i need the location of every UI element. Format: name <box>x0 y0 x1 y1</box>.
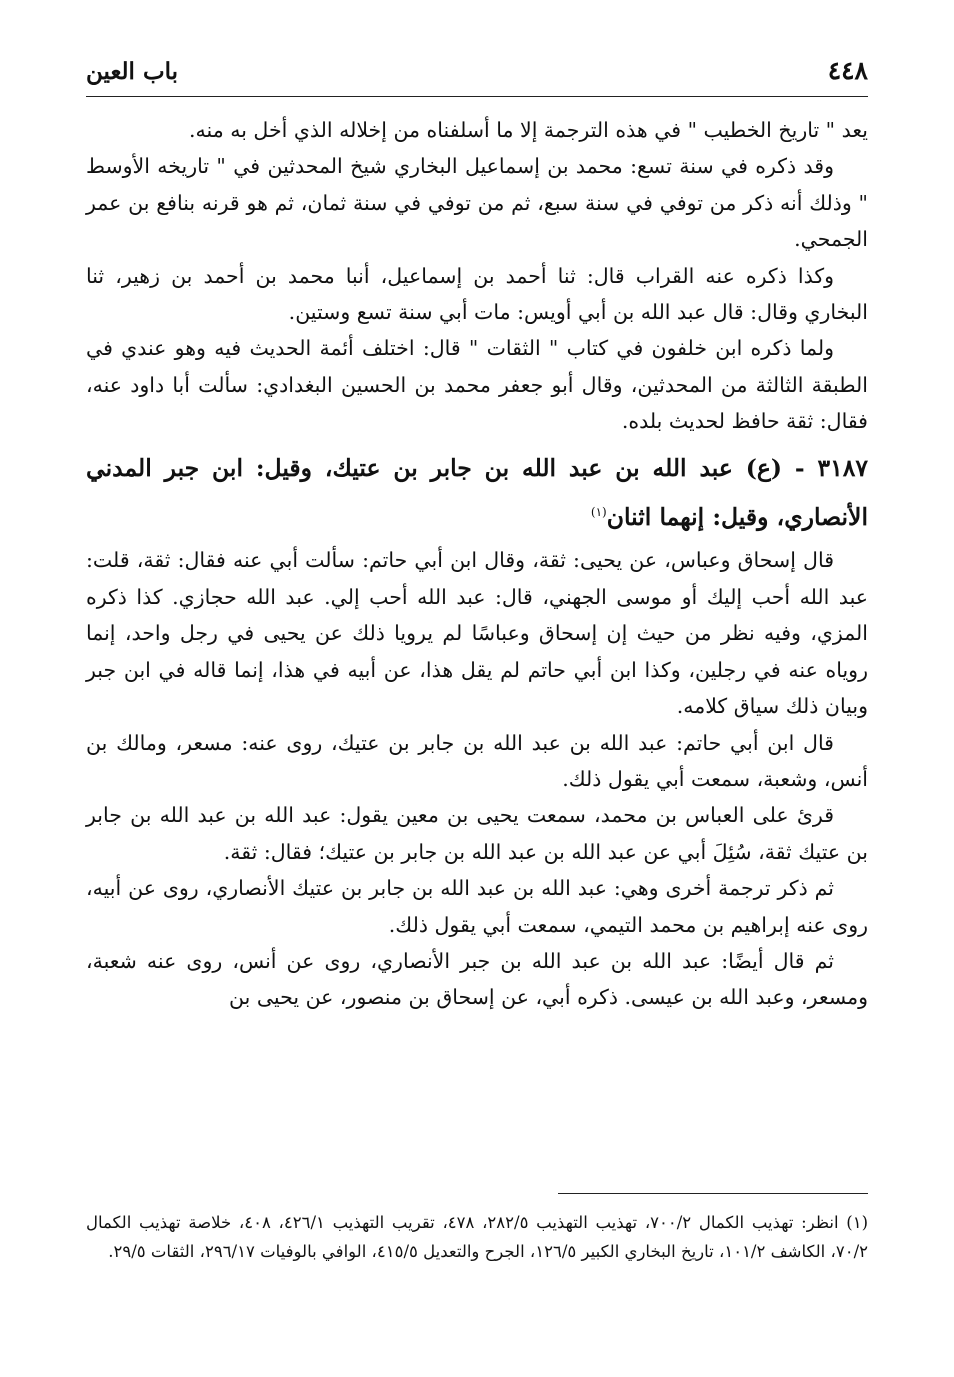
paragraph: يعد " تاريخ الخطيب " في هذه الترجمة إلا ما أسلفناه من إخلاله الذي أخل به منه. <box>189 118 868 142</box>
entry-title <box>86 446 868 539</box>
entry-title-text: ٣١٨٧ - (ع) عبد الله بن عبد الله بن جابر بن عتيك، وقيل: ابن جبر المدني الأنصاري، وقيل: إنهما اثنان <box>86 453 868 531</box>
paragraph: قال ابن أبي حاتم: عبد الله بن عبد الله بن جابر بن عتيك، روى عنه: مسعر، ومالك بن أنس، وشعبة، سمعت أبي يقول ذلك. <box>86 730 868 791</box>
page-header <box>86 52 868 97</box>
footnote-area <box>86 1208 868 1266</box>
paragraph: قرئ على العباس بن محمد، سمعت يحيى بن معين يقول: عبد الله بن عبد الله بن جابر بن عتيك ثقة، سُئِلَ أبي عن عبد الله بن عبد الله بن جابر بن عتيك؛ فقال: ثقة. <box>86 803 868 864</box>
footnote-marker: (١) <box>590 504 607 519</box>
paragraph: ولما ذكره ابن خلفون في كتاب " الثقات " قال: اختلف أئمة الحديث فيه وهو عندي في الطبقة الثالثة من المحدثين، وقال أبو جعفر محمد بن الحسين البغدادي: سألت أبا داود عنه، فقال: ثقة حافظ لحديث بلده. <box>86 336 868 434</box>
paragraph: ثم ذكر ترجمة أخرى وهي: عبد الله بن عبد الله بن جابر بن عتيك الأنصاري، روى عن أبيه، روى عنه إبراهيم بن محمد التيمي، سمعت أبي يقول ذلك. <box>86 876 868 937</box>
footnote-text: (١) انظر: تهذيب الكمال ٧٠٠/٢، تهذيب التهذيب ٢٨٢/٥، ٤٧٨، تقريب التهذيب ٤٢٦/١، ٤٠٨، خلاصة تهذيب الكمال ٧٠/٢، الكاشف ١٠١/٢، تاريخ البخاري الكبير ١٢٦/٥، الجرح والتعديل ٤١٥/٥، الوافي بالوفيات ٢٩٦/١٧، الثقات ٢٩/٥. <box>86 1213 868 1261</box>
paragraph: وكذا ذكره عنه القراب قال: ثنا أحمد بن إسماعيل، أنبا محمد بن أحمد بن زهير، ثنا البخاري وقال: قال عبد الله بن أبي أويس: مات أبي سنة تسع وستين. <box>86 263 868 325</box>
footnote-divider <box>558 1193 868 1194</box>
page-number: ٤٤٨ <box>827 56 868 85</box>
paragraph: ثم قال أيضًا: عبد الله بن عبد الله بن جبر الأنصاري، روى عن أنس، روى عنه شعبة، ومسعر، وعبد الله بن عيسى. ذكره أبي، عن إسحاق بن منصور، عن يحيى بن <box>86 948 868 1010</box>
main-text <box>86 112 868 1016</box>
paragraph: وقد ذكره في سنة تسع: محمد بن إسماعيل البخاري شيخ المحدثين في " تاريخه الأوسط " وذلك أنه ذكر من توفي في سنة سبع، ثم من توفي في سنة ثمان، ثم هو قرنه بنافع بن عمر الجمحي. <box>86 154 868 252</box>
running-title: باب العين <box>86 58 179 85</box>
paragraph: قال إسحاق وعباس، عن يحيى: ثقة، وقال ابن أبي حاتم: سألت أبي عنه فقال: ثقة، قلت: عبد الله أحب إليك أو موسى الجهني، قال: عبد الله أحب إلي. عبد الله حجازي. كذا ذكره المزي، وفيه نظر من حيث إن إسحاق وعباسًا لم يرويا ذلك عن يحيى في رجل واحد، إنما روياه عنه في رجلين، وكذا ابن أبي حاتم لم يقل هذا، عن أبيه في هذا، إنما قاله في ابن جبر وبيان ذلك سياق كلامه. <box>86 548 868 719</box>
